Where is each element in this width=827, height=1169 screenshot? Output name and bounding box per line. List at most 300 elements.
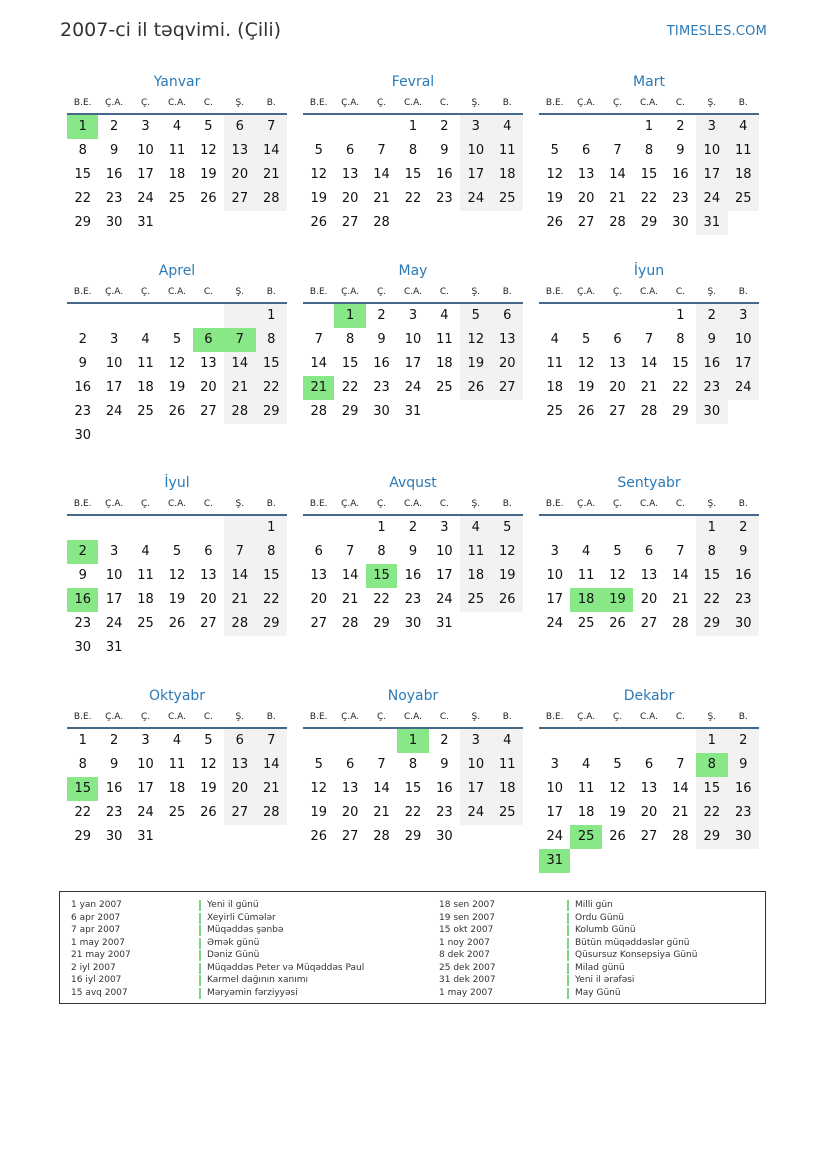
day-cell: 17 xyxy=(105,380,123,395)
weekday-label: Ç. xyxy=(140,712,151,722)
day-cell: 9 xyxy=(440,143,449,158)
day-cell: 24 xyxy=(137,191,154,206)
holiday-name: Qüsursuz Konsepsiya Günü xyxy=(575,950,698,960)
day-cell: 16 xyxy=(404,568,422,583)
day-cell: 11 xyxy=(168,143,186,158)
day-cell: 19 xyxy=(310,805,327,820)
day-cell: 11 xyxy=(137,568,154,583)
weekday-label: B.E. xyxy=(73,712,92,722)
day-grid xyxy=(539,516,759,636)
day-cell: 10 xyxy=(460,753,491,777)
day-cell: 14 xyxy=(640,356,658,371)
weekday-label: B.E. xyxy=(545,712,564,722)
day-cell: 2 xyxy=(78,332,87,347)
day-cell: 27 xyxy=(341,215,359,230)
weekday-label: Ç.A. xyxy=(577,98,596,108)
day-cell: 24 xyxy=(460,187,491,211)
day-cell: 18 xyxy=(137,380,154,395)
day-cell: 12 xyxy=(609,568,626,583)
holiday-name: Milli gün xyxy=(575,900,613,910)
month-name: Noyabr xyxy=(387,688,439,704)
day-cell: 16 xyxy=(373,356,390,371)
month-name: Aprel xyxy=(158,263,196,279)
day-cell: 31 xyxy=(105,640,123,655)
weekday-label: Ç.A. xyxy=(105,98,124,108)
day-cell: 1 xyxy=(256,304,287,328)
weekday-label: B.E. xyxy=(309,712,328,722)
day-cell: 11 xyxy=(460,540,491,564)
day-cell: 8 xyxy=(345,332,355,347)
day-cell: 11 xyxy=(492,139,523,163)
weekday-label: Ç. xyxy=(612,98,623,108)
weekday-label: Ç. xyxy=(376,287,387,297)
day-cell: 6 xyxy=(644,757,654,772)
holiday-date: 15 okt 2007 xyxy=(439,925,494,935)
empty-cell xyxy=(366,115,397,139)
holiday-name: Müqəddəs şənbə xyxy=(207,925,284,935)
day-cell: 11 xyxy=(546,356,563,371)
day-cell: 20 xyxy=(200,380,217,395)
day-cell: 15 xyxy=(640,167,658,182)
day-cell: 8 xyxy=(78,757,87,772)
day-grid xyxy=(539,304,759,424)
day-cell: 12 xyxy=(609,781,626,796)
day-cell: 20 xyxy=(341,191,359,206)
day-cell: 16 xyxy=(672,167,689,182)
month-1 xyxy=(67,71,287,235)
legend-row xyxy=(71,924,364,937)
day-grid xyxy=(303,516,523,636)
weekday-header xyxy=(303,282,523,304)
weekday-label: Ç.A. xyxy=(105,499,124,509)
day-cell: 27 xyxy=(640,829,658,844)
weekday-label: Ç.A. xyxy=(341,287,360,297)
legend-row xyxy=(439,974,697,987)
day-cell: 10 xyxy=(137,757,154,772)
day-cell: 29 xyxy=(256,612,287,636)
empty-cell xyxy=(224,304,255,328)
day-cell: 19 xyxy=(492,564,523,588)
month-2 xyxy=(303,71,523,235)
legend-row xyxy=(439,924,697,937)
day-cell: 5 xyxy=(172,544,182,559)
day-cell: 1 xyxy=(644,119,654,134)
weekday-label: Ç. xyxy=(140,98,151,108)
weekday-label: B.E. xyxy=(309,287,328,297)
day-cell: 26 xyxy=(168,616,186,631)
empty-cell xyxy=(334,115,365,139)
holiday-date: 16 iyl 2007 xyxy=(71,975,122,985)
weekday-label: Ç.A. xyxy=(105,712,124,722)
day-cell: 11 xyxy=(436,332,453,347)
day-cell: 27 xyxy=(224,801,255,825)
weekday-label: Ç. xyxy=(140,499,151,509)
day-cell: 24 xyxy=(404,380,422,395)
day-cell: 17 xyxy=(546,592,563,607)
day-cell: 2 xyxy=(696,304,727,328)
day-grid xyxy=(67,115,287,235)
day-cell: 25 xyxy=(728,187,759,211)
day-cell: 10 xyxy=(546,568,563,583)
day-cell: 16 xyxy=(436,167,453,182)
day-cell: 19 xyxy=(200,781,217,796)
month-9 xyxy=(539,472,759,636)
day-cell: 24 xyxy=(436,592,453,607)
day-cell: 7 xyxy=(224,540,255,564)
day-cell: 14 xyxy=(341,568,359,583)
day-cell: 22 xyxy=(256,376,287,400)
day-cell: 24 xyxy=(696,187,727,211)
empty-cell xyxy=(633,729,664,753)
day-cell: 17 xyxy=(404,356,422,371)
weekday-label: Ş. xyxy=(707,712,717,722)
month-name: Fevral xyxy=(391,74,435,90)
day-cell: 4 xyxy=(141,332,150,347)
day-cell: 30 xyxy=(696,400,727,424)
holiday-date: 15 avq 2007 xyxy=(71,987,128,998)
holiday-date: 31 dek 2007 xyxy=(439,975,496,985)
day-cell: 17 xyxy=(137,781,154,796)
day-cell: 30 xyxy=(74,640,91,655)
day-cell: 28 xyxy=(256,187,287,211)
holiday-marker xyxy=(567,938,569,949)
day-cell: 27 xyxy=(200,616,217,631)
day-cell: 19 xyxy=(168,592,186,607)
weekday-label: Ş. xyxy=(471,287,481,297)
weekday-label: Ç. xyxy=(612,712,623,722)
day-cell: 26 xyxy=(200,805,217,820)
empty-cell xyxy=(602,304,633,328)
day-cell: 9 xyxy=(109,143,119,158)
day-cell: 16 xyxy=(728,777,759,801)
holiday-marker xyxy=(199,963,201,974)
day-cell: 17 xyxy=(696,163,727,187)
day-cell: 13 xyxy=(224,753,255,777)
day-cell: 15 xyxy=(696,777,727,801)
legend-row xyxy=(439,987,697,1000)
day-cell: 17 xyxy=(460,777,491,801)
day-cell: 25 xyxy=(460,588,491,612)
weekday-label: Ç.A. xyxy=(341,712,360,722)
holiday-day: 21 xyxy=(303,376,334,400)
day-cell: 20 xyxy=(341,805,359,820)
month-name: Mart xyxy=(633,74,665,90)
day-cell: 25 xyxy=(168,805,186,820)
day-cell: 4 xyxy=(728,115,759,139)
holiday-day: 8 xyxy=(696,753,727,777)
weekday-label: B. xyxy=(266,712,276,722)
weekday-label: Ş. xyxy=(707,98,717,108)
weekday-label: C.A. xyxy=(639,287,658,297)
day-cell: 11 xyxy=(492,753,523,777)
day-cell: 30 xyxy=(404,616,422,631)
empty-cell xyxy=(67,516,98,540)
day-cell: 22 xyxy=(373,592,390,607)
day-cell: 19 xyxy=(546,191,563,206)
month-name: Avqust xyxy=(389,475,437,491)
day-cell: 8 xyxy=(377,544,386,559)
weekday-label: Ç. xyxy=(612,499,623,509)
day-cell: 23 xyxy=(436,805,453,820)
day-cell: 3 xyxy=(141,733,150,748)
month-7 xyxy=(67,472,287,660)
day-cell: 22 xyxy=(404,191,422,206)
weekday-header xyxy=(67,494,287,516)
weekday-label: B. xyxy=(502,98,512,108)
weekday-label: C. xyxy=(439,499,449,509)
day-cell: 15 xyxy=(341,356,359,371)
holiday-day: 2 xyxy=(67,540,98,564)
day-cell: 30 xyxy=(74,428,91,443)
day-cell: 7 xyxy=(345,544,355,559)
day-cell: 1 xyxy=(78,733,87,748)
day-cell: 26 xyxy=(609,616,626,631)
day-cell: 1 xyxy=(696,516,727,540)
holiday-date: 19 sen 2007 xyxy=(439,912,496,923)
day-cell: 13 xyxy=(310,568,327,583)
holiday-day: 15 xyxy=(366,564,397,588)
weekday-header xyxy=(539,93,759,115)
day-cell: 28 xyxy=(224,400,255,424)
day-cell: 1 xyxy=(377,520,386,535)
legend-row xyxy=(71,949,364,962)
holiday-day: 1 xyxy=(67,115,98,139)
day-cell: 14 xyxy=(256,139,287,163)
day-cell: 4 xyxy=(440,308,449,323)
weekday-label: Ç.A. xyxy=(577,287,596,297)
day-cell: 3 xyxy=(141,119,150,134)
day-cell: 9 xyxy=(109,757,119,772)
weekday-label: Ş. xyxy=(235,712,245,722)
weekday-label: B. xyxy=(738,712,748,722)
empty-cell xyxy=(539,115,570,139)
weekday-label: B. xyxy=(738,98,748,108)
day-cell: 22 xyxy=(640,191,658,206)
day-cell: 7 xyxy=(256,729,287,753)
empty-cell xyxy=(366,729,397,753)
empty-cell xyxy=(98,516,129,540)
month-3 xyxy=(539,71,759,235)
day-cell: 5 xyxy=(613,757,622,772)
day-cell: 8 xyxy=(256,540,287,564)
weekday-label: Ç.A. xyxy=(105,287,124,297)
weekday-label: Ç. xyxy=(140,287,151,297)
holiday-marker xyxy=(199,925,201,936)
day-cell: 6 xyxy=(644,544,654,559)
day-cell: 31 xyxy=(436,616,453,631)
holiday-name: Milad günü xyxy=(575,962,625,973)
weekday-header xyxy=(67,707,287,729)
weekday-label: C.A. xyxy=(639,712,658,722)
weekday-label: C. xyxy=(675,98,685,108)
month-name: İyul xyxy=(164,475,190,491)
day-cell: 28 xyxy=(341,616,359,631)
day-cell: 10 xyxy=(696,139,727,163)
day-cell: 11 xyxy=(168,757,186,772)
day-cell: 3 xyxy=(696,115,727,139)
month-11 xyxy=(303,685,523,849)
day-cell: 13 xyxy=(200,356,217,371)
weekday-label: C. xyxy=(203,712,213,722)
day-cell: 21 xyxy=(373,191,390,206)
weekday-label: B.E. xyxy=(545,499,564,509)
empty-cell xyxy=(193,516,224,540)
day-cell: 12 xyxy=(200,757,217,772)
day-grid xyxy=(67,516,287,660)
weekday-label: B. xyxy=(502,712,512,722)
day-cell: 18 xyxy=(168,781,186,796)
holiday-name: Yeni il günü xyxy=(207,900,259,910)
day-cell: 19 xyxy=(577,380,595,395)
holiday-day: 18 xyxy=(570,588,601,612)
holiday-day: 6 xyxy=(193,328,224,352)
holiday-day: 25 xyxy=(570,825,601,849)
day-cell: 30 xyxy=(728,612,759,636)
day-grid xyxy=(303,304,523,424)
day-cell: 12 xyxy=(310,167,327,182)
empty-cell xyxy=(303,516,334,540)
brand-link[interactable]: TIMESLES.COM xyxy=(666,24,767,39)
empty-cell xyxy=(570,729,601,753)
day-cell: 15 xyxy=(696,564,727,588)
day-cell: 24 xyxy=(546,829,563,844)
empty-cell xyxy=(602,516,633,540)
day-cell: 12 xyxy=(200,143,217,158)
day-cell: 21 xyxy=(609,191,626,206)
weekday-label: Ç. xyxy=(612,287,623,297)
day-cell: 21 xyxy=(256,163,287,187)
day-cell: 24 xyxy=(105,616,123,631)
day-cell: 30 xyxy=(436,829,453,844)
weekday-label: Ş. xyxy=(235,499,245,509)
legend-row xyxy=(439,962,697,975)
empty-cell xyxy=(303,729,334,753)
weekday-label: C. xyxy=(439,98,449,108)
day-cell: 12 xyxy=(310,781,327,796)
day-cell: 8 xyxy=(78,143,87,158)
day-cell: 23 xyxy=(696,376,727,400)
day-cell: 10 xyxy=(728,328,759,352)
day-cell: 20 xyxy=(492,352,523,376)
day-cell: 5 xyxy=(204,733,213,748)
day-cell: 4 xyxy=(460,516,491,540)
weekday-label: B. xyxy=(266,499,276,509)
day-cell: 7 xyxy=(256,115,287,139)
day-cell: 21 xyxy=(373,805,390,820)
day-cell: 5 xyxy=(314,757,323,772)
day-cell: 27 xyxy=(577,215,595,230)
month-name: İyun xyxy=(633,263,665,279)
day-cell: 4 xyxy=(172,733,182,748)
empty-cell xyxy=(633,304,664,328)
holiday-marker xyxy=(567,900,569,911)
holiday-day: 19 xyxy=(602,588,633,612)
day-cell: 22 xyxy=(696,588,727,612)
day-cell: 8 xyxy=(676,332,685,347)
day-cell: 29 xyxy=(640,215,658,230)
day-cell: 17 xyxy=(137,167,154,182)
day-cell: 14 xyxy=(609,167,626,182)
weekday-label: C. xyxy=(439,287,449,297)
day-cell: 18 xyxy=(577,805,595,820)
holiday-name: Məryəmin fərziyyəsi xyxy=(207,987,298,998)
day-cell: 26 xyxy=(168,404,186,419)
day-cell: 29 xyxy=(373,616,390,631)
empty-cell xyxy=(665,729,696,753)
day-cell: 14 xyxy=(224,352,255,376)
day-cell: 29 xyxy=(404,829,422,844)
month-name: May xyxy=(398,263,428,279)
day-cell: 2 xyxy=(440,733,449,748)
day-cell: 5 xyxy=(550,143,559,158)
day-cell: 28 xyxy=(672,829,689,844)
day-cell: 1 xyxy=(696,729,727,753)
day-cell: 15 xyxy=(256,352,287,376)
day-cell: 6 xyxy=(224,729,255,753)
weekday-label: Ç.A. xyxy=(341,499,360,509)
weekday-label: Ç.A. xyxy=(577,499,596,509)
day-cell: 4 xyxy=(141,544,150,559)
day-cell: 22 xyxy=(404,805,422,820)
holiday-marker xyxy=(199,988,201,999)
day-cell: 30 xyxy=(728,825,759,849)
day-cell: 19 xyxy=(460,352,491,376)
weekday-label: Ç. xyxy=(376,98,387,108)
day-cell: 20 xyxy=(640,592,658,607)
weekday-label: C. xyxy=(203,499,213,509)
empty-cell xyxy=(602,115,633,139)
weekday-header xyxy=(67,93,287,115)
weekday-header xyxy=(303,93,523,115)
weekday-label: B.E. xyxy=(73,98,92,108)
day-cell: 14 xyxy=(256,753,287,777)
holiday-name: Əmək günü xyxy=(207,937,260,948)
empty-cell xyxy=(303,304,334,328)
day-cell: 7 xyxy=(314,332,323,347)
day-cell: 28 xyxy=(373,215,390,230)
day-cell: 15 xyxy=(672,356,689,371)
day-cell: 12 xyxy=(460,328,491,352)
day-cell: 23 xyxy=(105,191,123,206)
day-cell: 4 xyxy=(172,119,182,134)
day-cell: 30 xyxy=(105,829,123,844)
day-cell: 23 xyxy=(404,592,422,607)
day-cell: 26 xyxy=(310,829,327,844)
month-5 xyxy=(303,260,523,424)
day-cell: 11 xyxy=(137,356,154,371)
day-cell: 28 xyxy=(224,612,255,636)
month-name: Dekabr xyxy=(623,688,675,704)
day-cell: 8 xyxy=(696,540,727,564)
holiday-date: 7 apr 2007 xyxy=(71,925,121,935)
day-cell: 3 xyxy=(460,115,491,139)
day-cell: 18 xyxy=(168,167,186,182)
day-cell: 13 xyxy=(609,356,626,371)
weekday-label: C.A. xyxy=(403,499,422,509)
day-cell: 13 xyxy=(640,568,658,583)
day-cell: 20 xyxy=(224,163,255,187)
legend-row xyxy=(71,962,364,975)
day-cell: 6 xyxy=(492,304,523,328)
day-cell: 2 xyxy=(408,520,418,535)
day-cell: 6 xyxy=(345,143,355,158)
day-cell: 16 xyxy=(105,781,123,796)
day-cell: 26 xyxy=(460,376,491,400)
day-cell: 21 xyxy=(224,588,255,612)
day-cell: 20 xyxy=(577,191,595,206)
day-cell: 3 xyxy=(550,757,559,772)
empty-cell xyxy=(570,115,601,139)
